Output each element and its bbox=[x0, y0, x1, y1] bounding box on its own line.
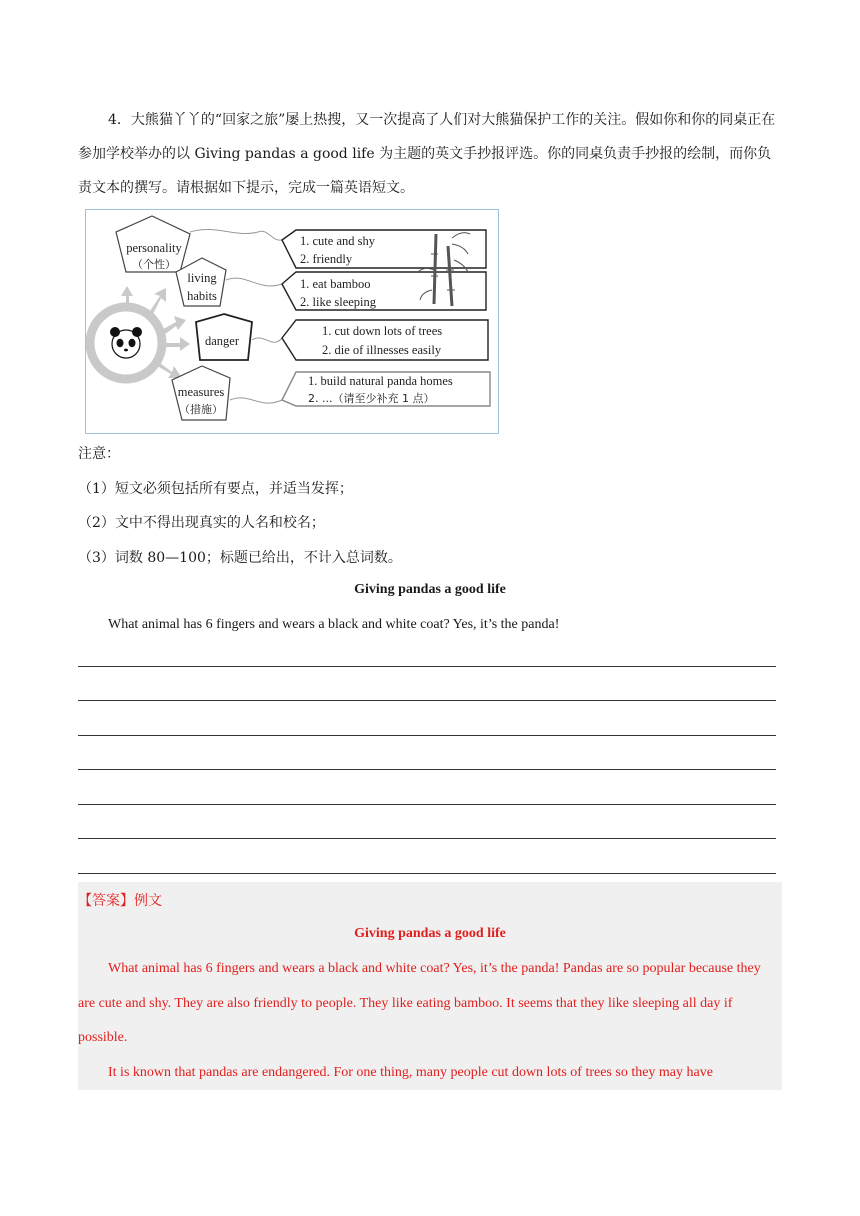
panda-icon bbox=[110, 327, 142, 358]
writing-line[interactable] bbox=[78, 804, 776, 805]
node-danger bbox=[196, 314, 252, 360]
essay-title: Giving pandas a good life bbox=[354, 582, 506, 597]
node-measures bbox=[172, 366, 230, 420]
box-danger bbox=[282, 320, 488, 360]
note-item-1: （1）短文必须包括所有要点，并适当发挥； bbox=[78, 481, 353, 497]
writing-line[interactable] bbox=[78, 700, 776, 701]
writing-line[interactable] bbox=[78, 735, 776, 736]
node-living-habits bbox=[176, 258, 226, 306]
answer-paragraph-1: What animal has 6 fingers and wears a black and white coat? Yes, it’s the panda! Pandas are so popular because they are cute and shy. They are also friendly to people. They like eating bamboo. It seems that they like sleeping all day if possible. bbox=[78, 961, 761, 1045]
node-personality-sub: （个性） bbox=[132, 258, 176, 271]
box-living-habits bbox=[282, 272, 486, 310]
panda-mindmap-diagram bbox=[85, 209, 499, 434]
note-item-2: （2）文中不得出现真实的人名和校名； bbox=[78, 515, 325, 531]
writing-line[interactable] bbox=[78, 838, 776, 839]
answer-label: 【答案】例文 bbox=[78, 893, 162, 909]
box-measures-line1: 1. build natural panda homes bbox=[308, 374, 453, 388]
answer-section bbox=[78, 882, 782, 1090]
box-danger-line2: 2. die of illnesses easily bbox=[322, 343, 442, 357]
node-personality bbox=[116, 216, 190, 272]
box-personality-line1: 1. cute and shy bbox=[300, 234, 375, 248]
box-measures-line2: 2. ...（请至少补充 1 点） bbox=[308, 392, 435, 405]
box-living-line1: 1. eat bamboo bbox=[300, 277, 371, 291]
answer-body bbox=[78, 952, 780, 1090]
answer-title: Giving pandas a good life bbox=[354, 926, 506, 941]
node-living-sub: habits bbox=[187, 289, 217, 303]
mindmap-svg bbox=[86, 210, 498, 433]
note-item-3: （3）词数 80—100；标题已给出，不计入总词数。 bbox=[78, 550, 402, 566]
writing-line[interactable] bbox=[78, 769, 776, 770]
box-danger-line1: 1. cut down lots of trees bbox=[322, 324, 443, 338]
node-living-label: living bbox=[187, 271, 217, 285]
box-living-line2: 2. like sleeping bbox=[300, 295, 377, 309]
box-personality-line2: 2. friendly bbox=[300, 252, 353, 266]
writing-line[interactable] bbox=[78, 666, 776, 667]
node-personality-label: personality bbox=[126, 241, 182, 255]
node-danger-label: danger bbox=[204, 334, 240, 348]
box-measures bbox=[282, 372, 490, 406]
question-text: 4．大熊猫丫丫的“回家之旅”屡上热搜，又一次提高了人们对大熊猫保护工作的关注。假如你和你的同桌正在参加学校举办的以 Giving pandas a good life 为主题的英文手抄报评选。你的同桌负责手抄报的绘制，而你负责文本的撰写。请根据如下提示，完成一篇英语短文。 bbox=[78, 112, 776, 196]
node-measures-label: measures bbox=[177, 385, 225, 399]
node-measures-sub: （措施） bbox=[179, 403, 223, 416]
answer-paragraph-2: It is known that pandas are endangered. For one thing, many people cut down lots of trees so they may have bbox=[108, 1064, 713, 1080]
essay-opening: What animal has 6 fingers and wears a black and white coat? Yes, it’s the panda! bbox=[108, 617, 560, 632]
writing-line[interactable] bbox=[78, 873, 776, 874]
notes-heading: 注意： bbox=[78, 446, 120, 462]
